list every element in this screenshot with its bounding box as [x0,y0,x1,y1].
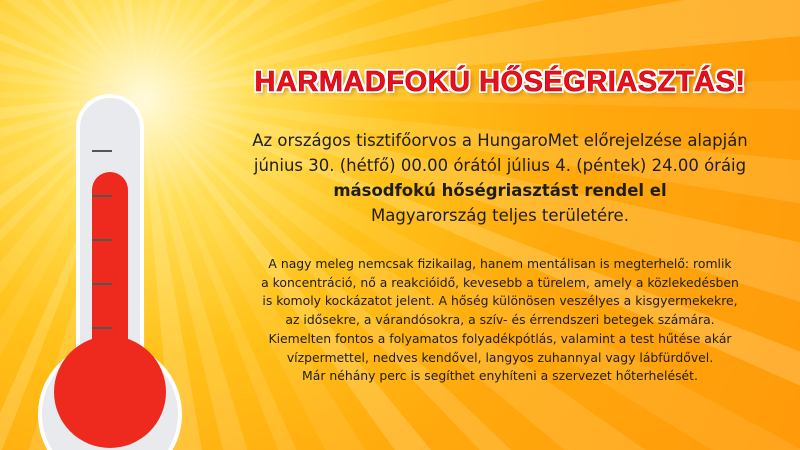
lead-line: Az országos tisztifőorvos a HungaroMet előrejelzése alapján [252,131,748,150]
info-line: Már néhány perc is segíthet enyhíteni a szervezet hőterhelését. [302,368,698,384]
info-line: a koncentráció, nő a reakcióidő, kevesebb a türelem, amely a közlekedésben [261,274,739,290]
lead-paragraph [200,128,800,228]
info-paragraph [200,255,800,386]
lead-line: június 30. (hétfő) 00.00 órától július 4. (péntek) 24.00 óráig [253,156,747,175]
info-line: vízpermettel, nedves kendővel, langyos zuhannyal vagy lábfürdővel. [286,349,714,365]
lead-line: Magyarország teljes területére. [371,206,629,225]
info-line: az idősekre, a várandósokra, a szív- és érrendszeri betegek számára. [285,312,715,328]
info-line: is komoly kockázatot jelent. A hőség különösen veszélyes a kisgyermekekre, [262,293,738,309]
info-line: A nagy meleg nemcsak fizikailag, hanem mentálisan is megterhelő: romlik [268,256,732,271]
alert-title: HARMADFOKÚ HŐSÉGRIASZTÁS! [254,66,746,98]
info-line: Kiemelten fontos a folyamatos folyadékpótlás, valamint a test hűtése akár [268,330,732,346]
lead-line-bold: másodfokú hőségriasztást rendel el [333,181,667,200]
thermometer-mercury [92,172,128,370]
